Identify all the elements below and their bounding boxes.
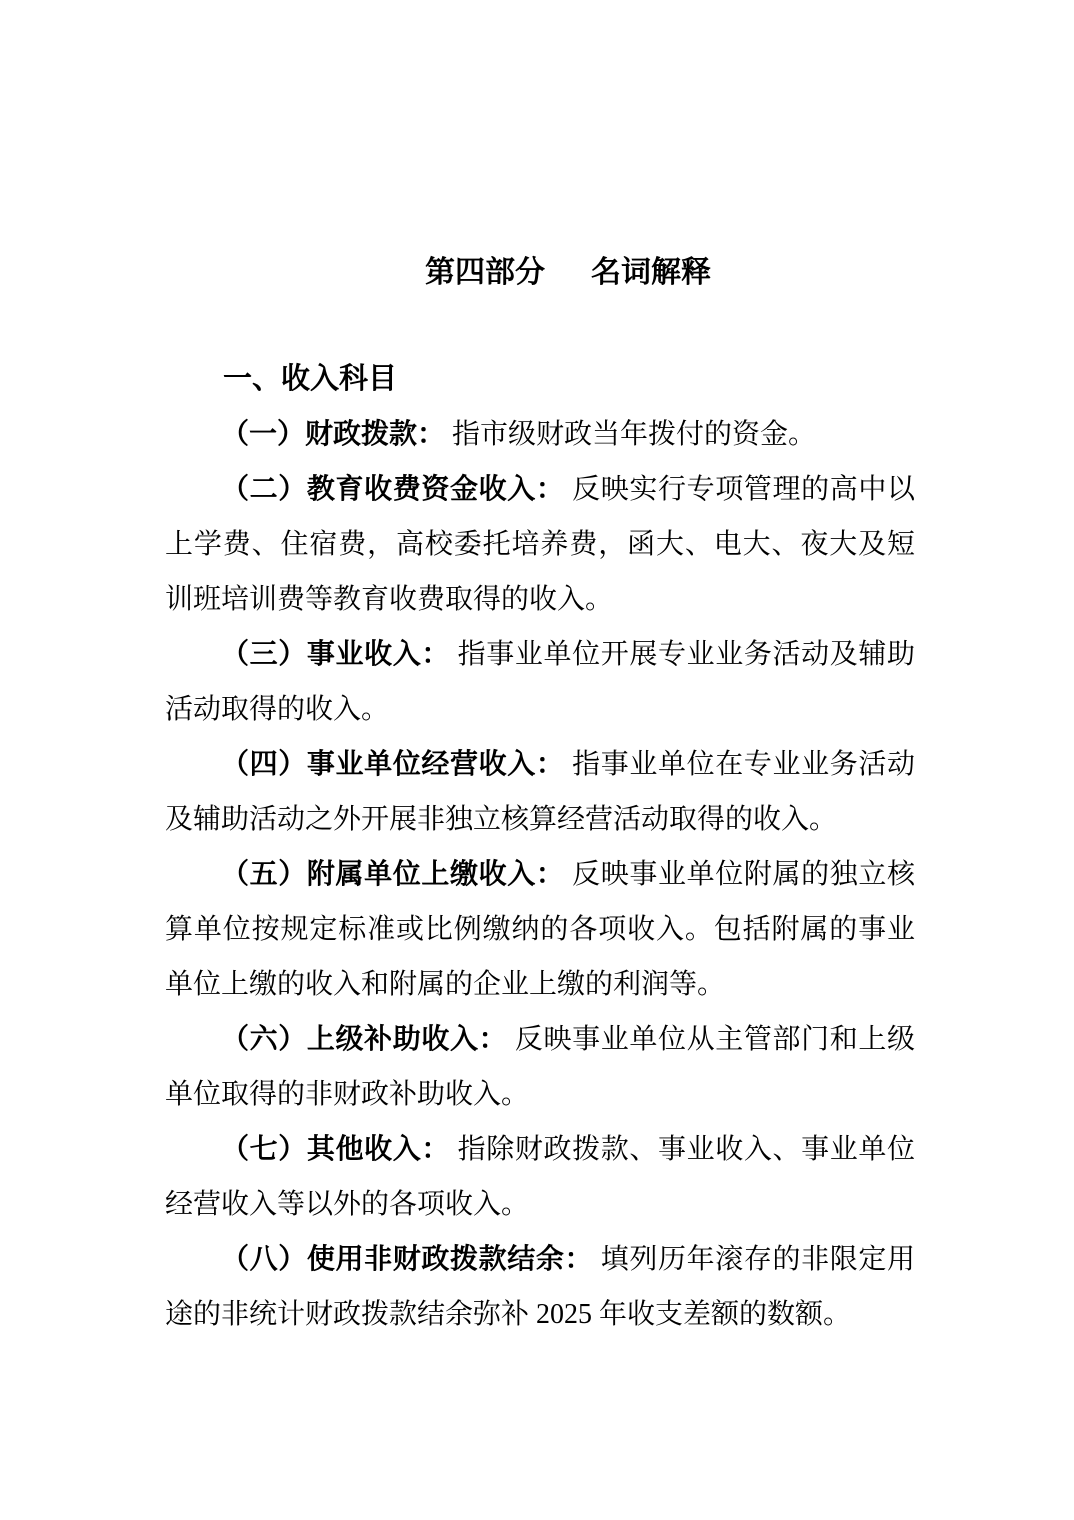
definition-text: 填列历年滚存的非限定用途的非统计财政拨款结余弥补 2025 年收支差额的数额。 [165, 1244, 915, 1330]
definition-text: 指事业单位开展专业业务活动及辅助活动取得的收入。 [165, 639, 915, 725]
definition-text: 反映事业单位从主管部门和上级单位取得的非财政补助收入。 [165, 1024, 915, 1110]
section-heading-income-categories: 一、收入科目 [223, 363, 398, 395]
title-spacer [545, 281, 591, 282]
glossary-item-6 [165, 1012, 915, 1122]
definition-text: 指市级财政当年拨付的资金。 [452, 419, 817, 450]
glossary-item-7 [165, 1122, 915, 1232]
term-label: （五）附属单位上缴收入： [221, 859, 565, 890]
glossary-item-8 [165, 1232, 915, 1342]
definition-text: 反映事业单位附属的独立核算单位按规定标准或比例缴纳的各项收入。包括附属的事业单位上缴的收入和附属的企业上缴的利润等。 [165, 859, 915, 1000]
term-label: （四）事业单位经营收入： [221, 749, 565, 780]
term-label: （一）财政拨款： [221, 419, 446, 450]
term-label: （七）其他收入： [221, 1134, 450, 1165]
page-title-part2: 名词解释 [591, 256, 711, 289]
term-label: （二）教育收费资金收入： [221, 474, 565, 505]
glossary-item-4 [165, 737, 915, 847]
definition-text: 指除财政拨款、事业收入、事业单位经营收入等以外的各项收入。 [165, 1134, 915, 1220]
definition-text: 反映实行专项管理的高中以上学费、住宿费，高校委托培养费，函大、电大、夜大及短训班培训费等教育收费取得的收入。 [165, 474, 915, 615]
glossary-list [165, 407, 915, 1342]
glossary-item-1 [165, 407, 915, 462]
definition-text: 指事业单位在专业业务活动及辅助活动之外开展非独立核算经营活动取得的收入。 [165, 749, 915, 835]
glossary-item-5 [165, 847, 915, 1012]
term-label: （三）事业收入： [221, 639, 450, 670]
glossary-item-2 [165, 462, 915, 627]
glossary-item-3 [165, 627, 915, 737]
page-title [165, 245, 915, 300]
page-title-part1: 第四部分 [425, 256, 545, 289]
term-label: （六）上级补助收入： [221, 1024, 508, 1055]
term-label: （八）使用非财政拨款结余： [221, 1244, 594, 1275]
